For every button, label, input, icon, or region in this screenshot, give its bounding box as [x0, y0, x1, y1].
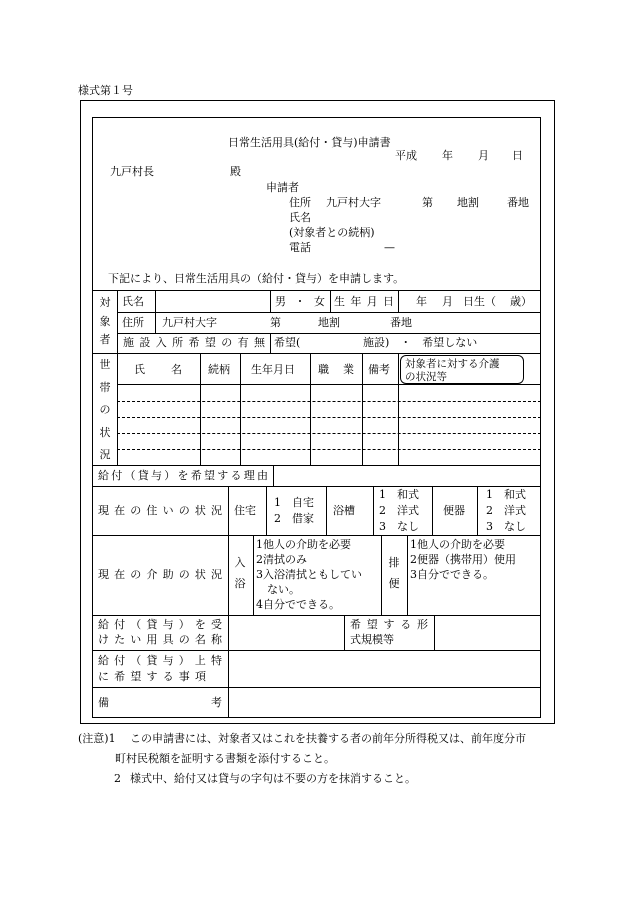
care-bath-option-2: 2清拭のみ — [256, 553, 307, 566]
care-bath-label: 入 浴 — [234, 556, 246, 590]
subject-birth-year: 年 — [416, 295, 427, 308]
date-month: 月 — [478, 149, 489, 162]
household-header-job: 職 業 — [318, 363, 354, 376]
household-header-birth: 生年月日 — [251, 363, 295, 376]
applicant-chiwari: 地割 — [457, 196, 479, 209]
toilet-label: 便器 — [443, 504, 465, 517]
bath-option-1: 1 和式 — [379, 488, 419, 501]
addressee-name: 九戸村長 — [110, 165, 154, 178]
toilet-option-3: 3 なし — [486, 520, 526, 533]
subject-address-label: 住所 — [122, 316, 144, 329]
applicant-address-value: 九戸村大字 — [326, 196, 381, 209]
subject-section-label: 対 象 者 — [99, 296, 111, 346]
form-title: 日常生活用具(給付・貸与)申請書 — [228, 136, 391, 149]
applicant-phone-label: 電話 — [289, 241, 311, 254]
applicant-phone-dash: — — [384, 241, 395, 254]
bath-label: 浴槽 — [333, 504, 355, 517]
equipment-label-line2: け た い 用 具 の 名 称 — [98, 633, 222, 646]
note-1-marker: (注意)1 — [78, 732, 116, 745]
remarks-label: 備 考 — [98, 696, 222, 709]
care-bath-option-3-cont: ない。 — [256, 583, 300, 596]
date-year: 年 — [442, 149, 453, 162]
toilet-option-2: 2 洋式 — [486, 504, 526, 517]
subject-birth-month: 月 — [442, 295, 453, 308]
reason-label: 給 付 （ 貸 与 ） を 希 望 す る 理 由 — [98, 469, 268, 482]
applicant-name-label: 氏名 — [289, 211, 311, 224]
applicant-dai: 第 — [422, 196, 433, 209]
application-statement: 下記により、日常生活用具の（給付・貸与）を申請します。 — [108, 272, 405, 285]
facility-end: 施設) ・ 希望しない — [363, 336, 478, 349]
care-bath-option-4: 4自分でできる。 — [256, 598, 340, 611]
note-1-text: この申請書には、対象者又はこれを扶養する者の前年分所得税又は、前年度分市 — [130, 732, 526, 745]
date-era: 平成 — [395, 149, 417, 162]
special-label-line2: に 希 望 す る 事 項 — [98, 670, 206, 683]
house-option-1: 1 自宅 — [274, 496, 314, 509]
subject-birthdate-label: 生 年 月 日 — [334, 295, 394, 308]
care-excretion-label: 排 便 — [388, 556, 400, 590]
equipment-spec-line2: 式規模等 — [350, 633, 394, 646]
subject-gender: 男 ・ 女 — [275, 295, 325, 308]
note-1-cont: 町村民税額を証明する書類を添付すること。 — [115, 752, 335, 765]
equipment-spec-line1: 希 望 す る 形 — [350, 618, 428, 631]
subject-chiwari: 地割 — [318, 316, 340, 329]
household-header-care: 対象者に対する介護 の状況等 — [400, 355, 524, 384]
subject-banchi: 番地 — [390, 316, 412, 329]
equipment-label-line1: 給 付 （ 貸 与 ） を 受 — [98, 618, 222, 631]
form-number: 様式第１号 — [78, 84, 133, 97]
subject-name-label: 氏名 — [122, 295, 144, 308]
subject-address-value: 九戸村大字 — [162, 316, 217, 329]
house-label: 住宅 — [234, 504, 256, 517]
household-section-label: 世 帯 の 状 況 — [99, 358, 111, 461]
note-2-text: 様式中、給付又は貸与の字句は不要の方を抹消すること。 — [130, 772, 416, 785]
household-header-remarks: 備考 — [368, 363, 390, 376]
applicant-relation-label: (対象者との続柄) — [289, 226, 375, 239]
subject-age: 歳） — [510, 295, 532, 308]
care-excretion-option-1: 1他人の介助を必要 — [410, 538, 505, 551]
care-excretion-option-3: 3自分でできる。 — [410, 568, 494, 581]
household-header-name: 氏 名 — [134, 363, 182, 376]
date-day: 日 — [512, 149, 523, 162]
special-label-line1: 給 付 （ 貸 与 ） 上 特 — [98, 654, 222, 667]
applicant-address-label: 住所 — [289, 196, 311, 209]
care-label: 現 在 の 介 助 の 状 況 — [98, 568, 222, 581]
facility-hope: 希望( — [274, 336, 301, 349]
bath-option-3: 3 なし — [379, 520, 419, 533]
bath-option-2: 2 洋式 — [379, 504, 419, 517]
subject-dai: 第 — [270, 316, 281, 329]
facility-label: 施 設 入 所 希 望 の 有 無 — [123, 336, 265, 349]
note-2-marker: 2 — [114, 772, 121, 785]
care-bath-option-1: 1他人の介助を必要 — [256, 538, 351, 551]
house-option-2: 2 借家 — [274, 512, 314, 525]
applicant-label: 申請者 — [266, 181, 299, 194]
toilet-option-1: 1 和式 — [486, 488, 526, 501]
addressee-honorific: 殿 — [230, 165, 241, 178]
household-header-relation: 続柄 — [208, 363, 230, 376]
applicant-banchi: 番地 — [507, 196, 529, 209]
care-excretion-option-2: 2便器（携帯用）使用 — [410, 553, 516, 566]
housing-label: 現 在 の 住 い の 状 況 — [98, 504, 222, 517]
care-bath-option-3: 3入浴清拭ともしてい — [256, 568, 362, 581]
subject-birth-day: 日生（ — [463, 295, 496, 308]
